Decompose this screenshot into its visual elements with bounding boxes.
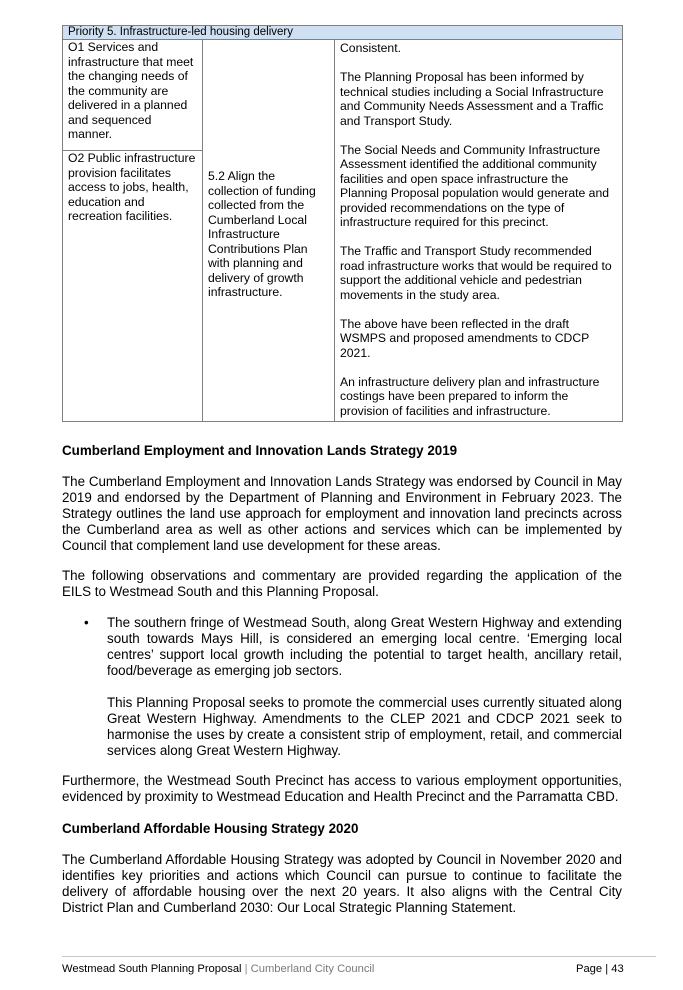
response-para: Consistent. — [340, 41, 401, 55]
bullet-paragraph: The southern fringe of Westmead South, along Great Western Highway and extending south towards Mays Hill, is considered an emerging local centre. ‘Emerging local centres’ support local growth including the potential to target health, ancillary retail, food/beverage as emerging job sectors. — [107, 615, 622, 678]
response-para: The Traffic and Transport Study recommended road infrastructure works that would be required to support the additional vehicle and pedestrian movements in the study area. — [340, 244, 612, 302]
footer-title: Westmead South Planning Proposal — [62, 963, 242, 975]
bullet-list — [62, 615, 622, 759]
paragraph-text: The Cumberland Employment and Innovation Lands Strategy was endorsed by Council in May 2019 and endorsed by the Department of Planning and Environment in February 2023. The Strategy outlines the land use approach for employment and innovation land precincts across the Cumberland area as well as other actions and services which can be implemented by Council that complement land use development for these areas. — [62, 474, 622, 553]
section-heading-affordable-housing: Cumberland Affordable Housing Strategy 2020 — [62, 821, 359, 836]
footer-separator: | — [241, 963, 251, 975]
response-para: An infrastructure delivery plan and infrastructure costings have been prepared to inform the provision of facilities and infrastructure. — [340, 374, 600, 418]
table-header: Priority 5. Infrastructure-led housing delivery — [63, 26, 623, 40]
section-heading-eils: Cumberland Employment and Innovation Lands Strategy 2019 — [62, 443, 458, 458]
bullet-icon: • — [84, 615, 89, 630]
response-cell — [335, 40, 623, 422]
paragraph-text: The Cumberland Affordable Housing Strategy was adopted by Council in November 2020 and identifies key priorities and actions which Council can pursue to continue to facilitate the delivery of affordable housing over the next 20 years. It also aligns with the Central City District Plan and Cumberland 2030: Our Local Strategic Planning Statement. — [62, 852, 622, 915]
paragraph-text: Furthermore, the Westmead South Precinct has access to various employment opportunities, evidenced by proximity to Westmead Education and Health Precinct and the Parramatta CBD. — [62, 773, 622, 804]
action-cell: 5.2 Align the collection of funding collected from the Cumberland Local Infrastructure Contributions Plan with planning and delivery of growth infrastructure. — [203, 40, 335, 422]
objective-1-cell: O1 Services and infrastructure that meet the changing needs of the community are delivered in a planned and sequenced manner. — [63, 40, 203, 151]
paragraph — [62, 568, 622, 600]
page-number: Page | 43 — [576, 963, 624, 975]
footer-document-title — [62, 963, 374, 976]
paragraph — [62, 474, 622, 554]
bullet-content — [107, 615, 622, 759]
bullet-paragraph: This Planning Proposal seeks to promote the commercial uses currently situated along Great Western Highway. Amendments to the CLEP 2021 and CDCP 2021 seek to harmonise the uses by create a consistent strip of employment, retail, and commercial services along Great Western Highway. — [107, 695, 622, 758]
footer-divider — [62, 956, 656, 957]
paragraph — [62, 852, 622, 916]
response-para: The above have been reflected in the draft WSMPS and proposed amendments to CDCP 2021. — [340, 316, 590, 360]
paragraph — [62, 773, 622, 805]
priority-table — [62, 25, 623, 422]
footer-council: Cumberland City Council — [250, 963, 375, 975]
response-para: The Social Needs and Community Infrastructure Assessment identified the additional community facilities and open space infrastructure the Planning Proposal population would generate and provided recommendations on the type of infrastructure required for this precinct. — [340, 142, 610, 229]
paragraph-text: The following observations and commentary are provided regarding the application of the EILS to Westmead South and this Planning Proposal. — [62, 568, 622, 599]
response-para: The Planning Proposal has been informed by technical studies including a Social Infrastructure and Community Needs Assessment and a Traffic and Transport Study. — [340, 70, 604, 128]
objective-2-cell: O2 Public infrastructure provision facilitates access to jobs, health, education and recreation facilities. — [63, 151, 203, 422]
